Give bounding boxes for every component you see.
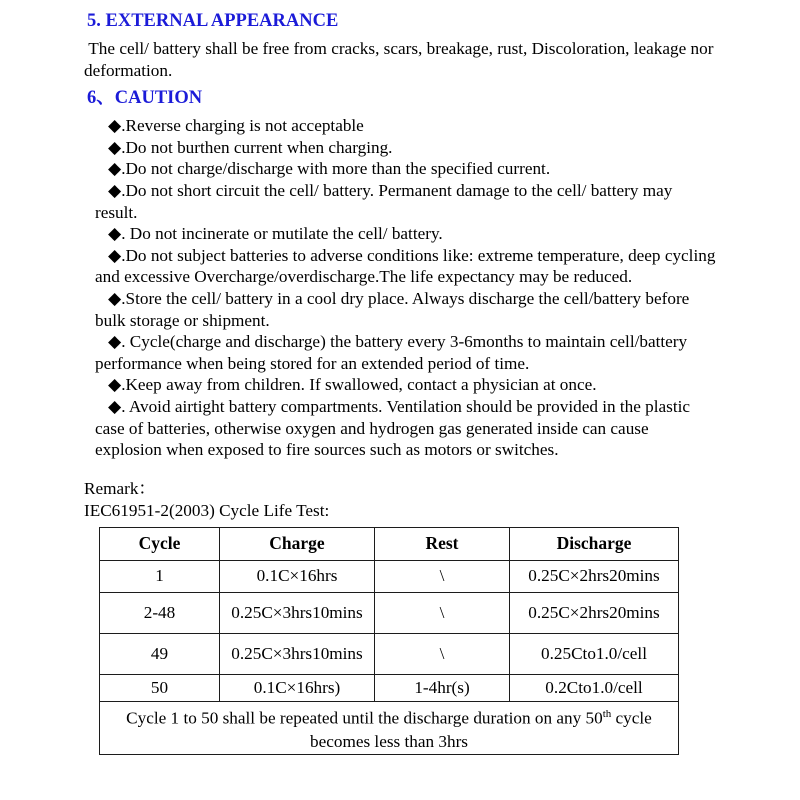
footnote-sup: th [602, 707, 612, 720]
caution-item: ◆. Cycle(charge and discharge) the battery every 3-6months to maintain cell/battery performance when being stored for an extended period of time. [95, 332, 692, 373]
column-header-cycle: Cycle [100, 527, 220, 560]
table-cell-cycle: 2-48 [100, 592, 220, 633]
table-cell-rest: 1-4hr(s) [375, 674, 510, 701]
caution-item: ◆.Keep away from children. If swallowed, contact a physician at once. [108, 375, 597, 395]
caution-list [84, 115, 720, 461]
table-row [100, 633, 679, 674]
column-header-discharge: Discharge [510, 527, 679, 560]
caution-item: ◆. Do not incinerate or mutilate the cell/ battery. [108, 224, 443, 244]
table-cell-charge: 0.1C×16hrs) [220, 674, 375, 701]
table-footer-note [100, 701, 679, 755]
table-cell-cycle: 50 [100, 674, 220, 701]
caution-item: ◆.Do not charge/discharge with more than the specified current. [108, 159, 551, 179]
cycle-life-test-table [99, 527, 679, 756]
remark-label: Remark： [84, 478, 156, 498]
table-cell-charge: 0.1C×16hrs [220, 560, 375, 592]
caution-item: ◆.Do not subject batteries to adverse conditions like: extreme temperature, deep cycling and excessive Overcharge/overdischarge.The life expectancy may be reduced. [95, 245, 720, 287]
section6-heading: 6、CAUTION [87, 88, 203, 109]
table-header-row [100, 527, 679, 560]
caution-item: ◆.Store the cell/ battery in a cool dry place. Always discharge the cell/battery before bulk storage or shipment. [95, 288, 694, 330]
table-cell-discharge: 0.25C×2hrs20mins [510, 560, 679, 592]
column-header-charge: Charge [220, 527, 375, 560]
footer-note-text: cycle becomes less than 3hrs [310, 708, 652, 752]
footer-note-text: Cycle 1 to 50 shall be repeated until the discharge duration on any 50 [126, 708, 603, 728]
table-cell-rest: \ [375, 633, 510, 674]
remark-block [84, 478, 716, 522]
caution-item: ◆.Reverse charging is not acceptable [108, 116, 364, 136]
section5-heading: 5. EXTERNAL APPEARANCE [87, 11, 339, 31]
column-header-rest: Rest [375, 527, 510, 560]
table-cell-cycle: 1 [100, 560, 220, 592]
table-cell-discharge: 0.25C×2hrs20mins [510, 592, 679, 633]
section5-body: The cell/ battery shall be free from cracks, scars, breakage, rust, Discoloration, leakage nor deformation. [84, 39, 718, 80]
caution-item: ◆.Do not short circuit the cell/ battery. Permanent damage to the cell/ battery may result. [95, 180, 677, 222]
table-cell-discharge: 0.25Cto1.0/cell [510, 633, 679, 674]
table-footer-row [100, 701, 679, 755]
table-cell-cycle: 49 [100, 633, 220, 674]
cycle-life-test-title: IEC61951-2(2003) Cycle Life Test: [84, 500, 330, 520]
table-cell-rest: \ [375, 592, 510, 633]
table-cell-discharge: 0.2Cto1.0/cell [510, 674, 679, 701]
table-cell-charge: 0.25C×3hrs10mins [220, 592, 375, 633]
caution-item: ◆.Do not burthen current when charging. [108, 137, 393, 157]
table-row [100, 674, 679, 701]
table-cell-charge: 0.25C×3hrs10mins [220, 633, 375, 674]
caution-item: ◆. Avoid airtight battery compartments. Ventilation should be provided in the plastic case of batteries, otherwise oxygen and hydrogen gas generated inside can cause explosion when exposed to fire sources such as motors or switches. [95, 396, 695, 460]
table-row [100, 560, 679, 592]
table-cell-rest: \ [375, 560, 510, 592]
table-row [100, 592, 679, 633]
